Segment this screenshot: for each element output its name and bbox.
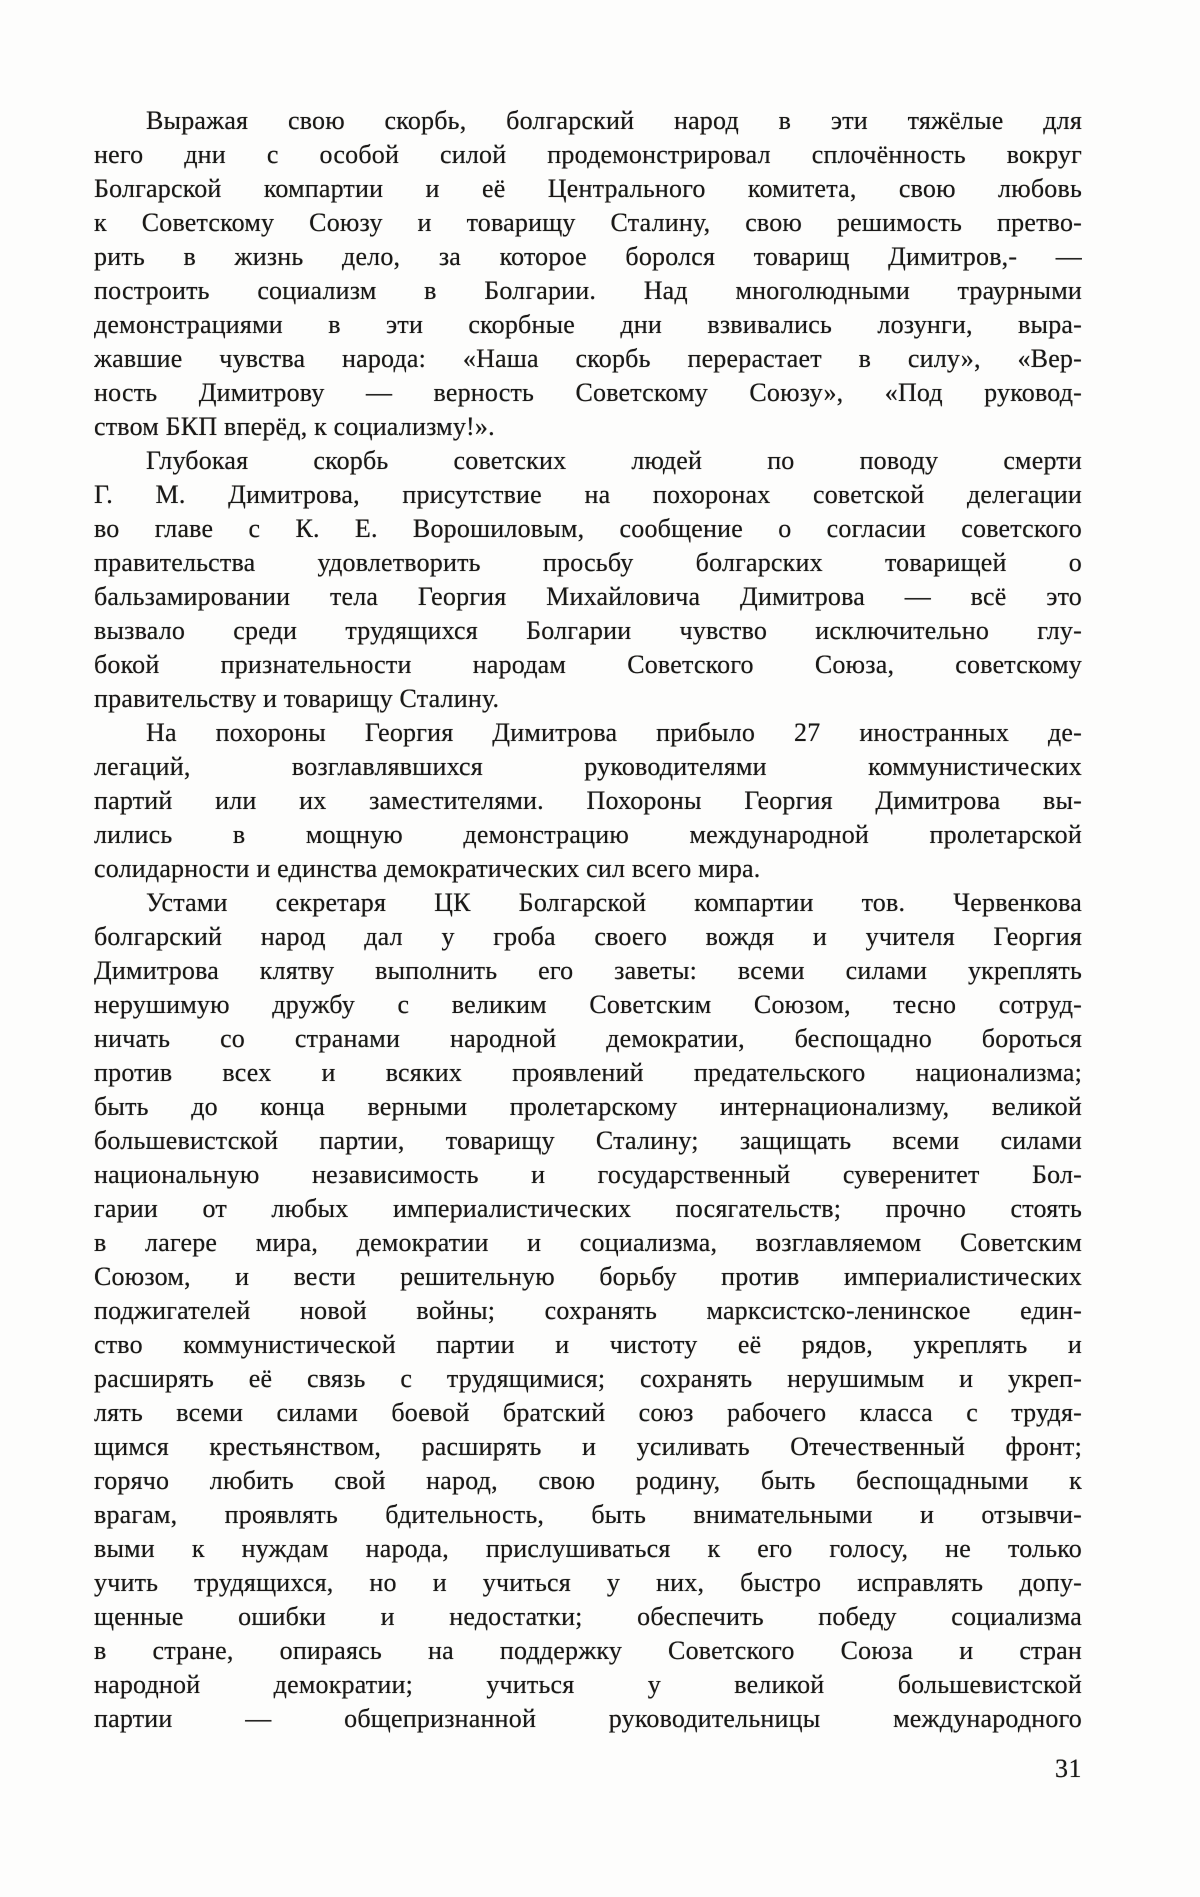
text-line: гарии от любых империалистических посягательств; прочно стоять: [94, 1194, 1082, 1223]
text-line: щенные ошибки и недостатки; обеспечить победу социализма: [94, 1602, 1082, 1631]
text-line: быть до конца верными пролетарскому интернационализму, великой: [94, 1092, 1082, 1121]
text-line: щимся крестьянством, расширять и усиливать Отечественный фронт;: [94, 1432, 1082, 1461]
text-line: учить трудящихся, но и учиться у них, быстро исправлять допу-: [94, 1568, 1082, 1597]
text-line: демонстрациями в эти скорбные дни взвивались лозунги, выра-: [94, 310, 1082, 339]
text-line: Димитрова клятву выполнить его заветы: всеми силами укреплять: [94, 956, 1082, 985]
text-line: расширять её связь с трудящимися; сохранять нерушимым и укреп-: [94, 1364, 1082, 1393]
text-line: к Советскому Союзу и товарищу Сталину, свою решимость претво-: [94, 208, 1082, 237]
text-line: поджигателей новой войны; сохранять марксистско-ленинское един-: [94, 1296, 1082, 1325]
text-line: построить социализм в Болгарии. Над многолюдными траурными: [94, 276, 1082, 305]
text-line: Болгарской компартии и её Центрального комитета, свою любовь: [94, 174, 1082, 203]
text-line: ность Димитрову — верность Советскому Союзу», «Под руковод-: [94, 378, 1082, 407]
text-line: бокой признательности народам Советского Союза, советскому: [94, 650, 1082, 679]
text-line: во главе с К. Е. Ворошиловым, сообщение о согласии советского: [94, 514, 1082, 543]
text-line: Союзом, и вести решительную борьбу против империалистических: [94, 1262, 1082, 1291]
text-line: правительству и товарищу Сталину.: [94, 684, 500, 713]
text-line: правительства удовлетворить просьбу болгарских товарищей о: [94, 548, 1082, 577]
text-line: Выражая свою скорбь, болгарский народ в эти тяжёлые для: [146, 106, 1082, 135]
text-line: лять всеми силами боевой братский союз рабочего класса с трудя-: [94, 1398, 1082, 1427]
text-line: партии — общепризнанной руководительницы международного: [94, 1704, 1082, 1733]
text-line: рить в жизнь дело, за которое боролся товарищ Димитров,- —: [94, 242, 1082, 271]
text-line: солидарности и единства демократических сил всего мира.: [94, 854, 761, 883]
text-line: нерушимую дружбу с великим Советским Союзом, тесно сотруд-: [94, 990, 1082, 1019]
text-line: лились в мощную демонстрацию международной пролетарской: [94, 820, 1082, 849]
text-line: бальзамировании тела Георгия Михайловича Димитрова — всё это: [94, 582, 1082, 611]
page-number: 31: [1055, 1754, 1082, 1783]
text-line: болгарский народ дал у гроба своего вождя и учителя Георгия: [94, 922, 1082, 951]
text-line: ство коммунистической партии и чистоту её рядов, укреплять и: [94, 1330, 1082, 1359]
text-line: жавшие чувства народа: «Наша скорбь перерастает в силу», «Вер-: [94, 344, 1082, 373]
body-text: [94, 104, 1082, 1736]
text-line: в лагере мира, демократии и социализма, возглавляемом Советским: [94, 1228, 1082, 1257]
text-line: легаций, возглавлявшихся руководителями коммунистических: [94, 752, 1082, 781]
text-line: национальную независимость и государственный суверенитет Бол-: [94, 1160, 1082, 1189]
text-line: горячо любить свой народ, свою родину, быть беспощадными к: [94, 1466, 1082, 1495]
text-line: врагам, проявлять бдительность, быть внимательными и отзывчи-: [94, 1500, 1082, 1529]
text-line: него дни с особой силой продемонстрировал сплочённость вокруг: [94, 140, 1082, 169]
text-line: большевистской партии, товарищу Сталину; защищать всеми силами: [94, 1126, 1082, 1155]
text-line: На похороны Георгия Димитрова прибыло 27 иностранных де-: [146, 718, 1082, 747]
text-line: Г. М. Димитрова, присутствие на похоронах советской делегации: [94, 480, 1082, 509]
text-line: Устами секретаря ЦК Болгарской компартии тов. Червенкова: [146, 888, 1082, 917]
text-line: партий или их заместителями. Похороны Георгия Димитрова вы-: [94, 786, 1082, 815]
text-line: народной демократии; учиться у великой большевистской: [94, 1670, 1082, 1699]
text-line: вызвало среди трудящихся Болгарии чувство исключительно глу-: [94, 616, 1082, 645]
text-line: против всех и всяких проявлений предательского национализма;: [94, 1058, 1082, 1087]
text-line: ством БКП вперёд, к социализму!».: [94, 412, 495, 441]
text-line: в стране, опираясь на поддержку Советского Союза и стран: [94, 1636, 1082, 1665]
text-line: ничать со странами народной демократии, беспощадно бороться: [94, 1024, 1082, 1053]
text-line: Глубокая скорбь советских людей по поводу смерти: [146, 446, 1082, 475]
text-line: выми к нуждам народа, прислушиваться к его голосу, не только: [94, 1534, 1082, 1563]
